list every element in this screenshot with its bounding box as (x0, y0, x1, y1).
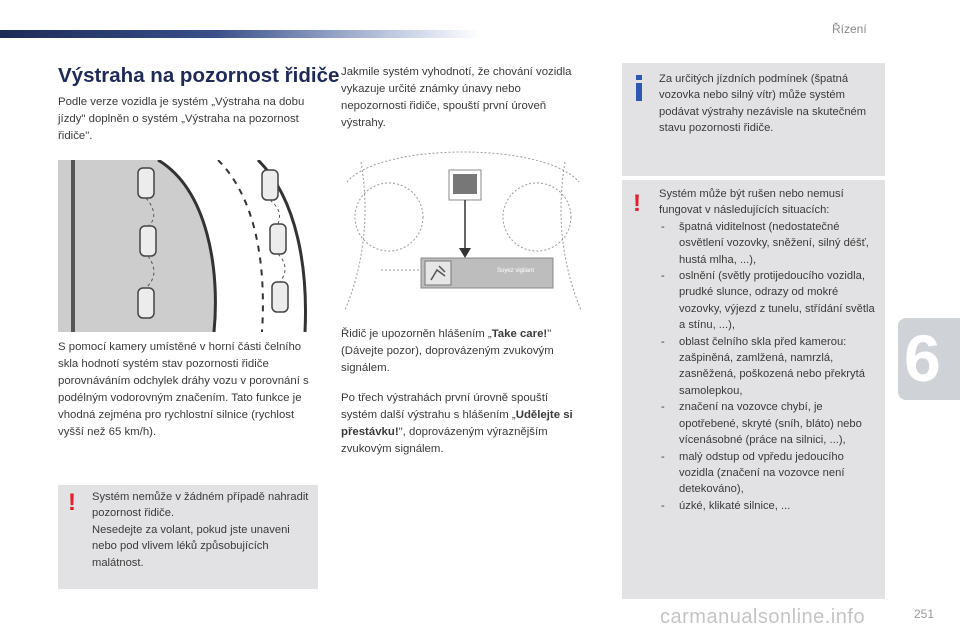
list-item: - špatná viditelnost (nedostatečné osvětlení vozovky, sněžení, silný déšť, hustá mlha, ...), (659, 219, 881, 268)
limitations-text (659, 186, 881, 514)
dashboard-drawing (341, 142, 585, 312)
road-drawing (58, 160, 320, 332)
list-item: - malý odstup od vpředu jedoucího vozidla (značení na vozovce není detekováno), (659, 449, 881, 498)
road-lane-drift-illustration (58, 160, 320, 332)
first-alert-after: " (Dávejte pozor), doprovázeným zvukovým signálem. (341, 328, 554, 374)
warning-exclamation-icon: ! (633, 190, 641, 217)
list-item: - oslnění (světly protijedoucího vozidla, prudké slunce, odrazy od mokré vozovky, výjezd z tunelu, střídání světla a stínu, ...), (659, 268, 881, 334)
second-alert-message: Udělejte si přestávku! (341, 409, 573, 438)
section-title: Řízení (832, 22, 867, 36)
first-alert-before: Řidič je upozorněn hlášením „ (341, 328, 492, 340)
chapter-tab (898, 318, 960, 400)
header-gradient-bar (0, 30, 480, 38)
camera-paragraph: S pomocí kamery umístěné v horní části čelního skla hodnotí systém stav pozornosti řidiče porovnáváním odchylek dráhy vozu v porovnání s podélným vodorovným značením. Tato funkce je vhodná zejména pro rychlostní silnice (rychlost vyšší než 65 km/h). (58, 341, 309, 438)
list-item: - značení na vozovce chybí, je opotřebené, skryté (sníh, bláto) nebo vícenásobné (práce na silnici, ...), (659, 399, 881, 448)
watermark-text: carmanualsonline.info (660, 606, 866, 628)
warning-box-text (92, 489, 314, 571)
warning-exclamation-icon: ! (68, 489, 76, 516)
warning-line-1: Systém nemůže v žádném případě nahradit pozornost řidiče. (92, 491, 309, 520)
list-item: - oblast čelního skla před kamerou: zašpiněná, zamlžená, namrzlá, zasněžená, poškozená nebo překrytá samolepkou, (659, 334, 881, 400)
chapter-number: 6 (904, 321, 941, 395)
limitations-list (659, 219, 881, 514)
detection-paragraph: Jakmile systém vyhodnotí, že chování vozidla vykazuje určité známky únavy nebo nepozornosti řidiče, spouští první úroveň výstrahy. (341, 66, 572, 129)
info-icon (634, 75, 644, 101)
warning-line-2: Nesedejte za volant, pokud jste unaveni nebo pod vlivem léků způsobujících malátnost. (92, 523, 290, 569)
warning-box-attention (58, 485, 318, 589)
first-alert-message: Take care! (491, 328, 548, 340)
second-alert-before: Po třech výstrahách první úrovně spouští systém další výstrahu s hlášením „ (341, 392, 549, 421)
instrument-cluster-illustration (341, 142, 585, 312)
first-alert-paragraph (341, 326, 587, 377)
info-box-text: Za určitých jízdních podmínek (špatná vozovka nebo silný vítr) může systém podávat výstrahy nezávisle na skutečném stavu pozornosti řidiče. (659, 73, 867, 135)
second-alert-paragraph (341, 390, 587, 458)
dashboard-display-text: Soyez vigilant (497, 268, 535, 274)
second-alert-after: ", doprovázeným výraznějším zvukovým signálem. (341, 426, 548, 455)
intro-paragraph: Podle verze vozidla je systém „Výstraha na dobu jízdy" doplněn o systém „Výstraha na pozornost řidiče". (58, 96, 305, 142)
page-number: 251 (914, 607, 935, 621)
info-box-conditions (622, 63, 885, 176)
warning-box-limitations (622, 180, 885, 599)
list-item: - úzké, klikaté silnice, ... (659, 498, 881, 514)
page-title: Výstraha na pozornost řidiče (58, 64, 340, 87)
limitations-intro: Systém může být rušen nebo nemusí fungovat v následujících situacích: (659, 188, 844, 217)
